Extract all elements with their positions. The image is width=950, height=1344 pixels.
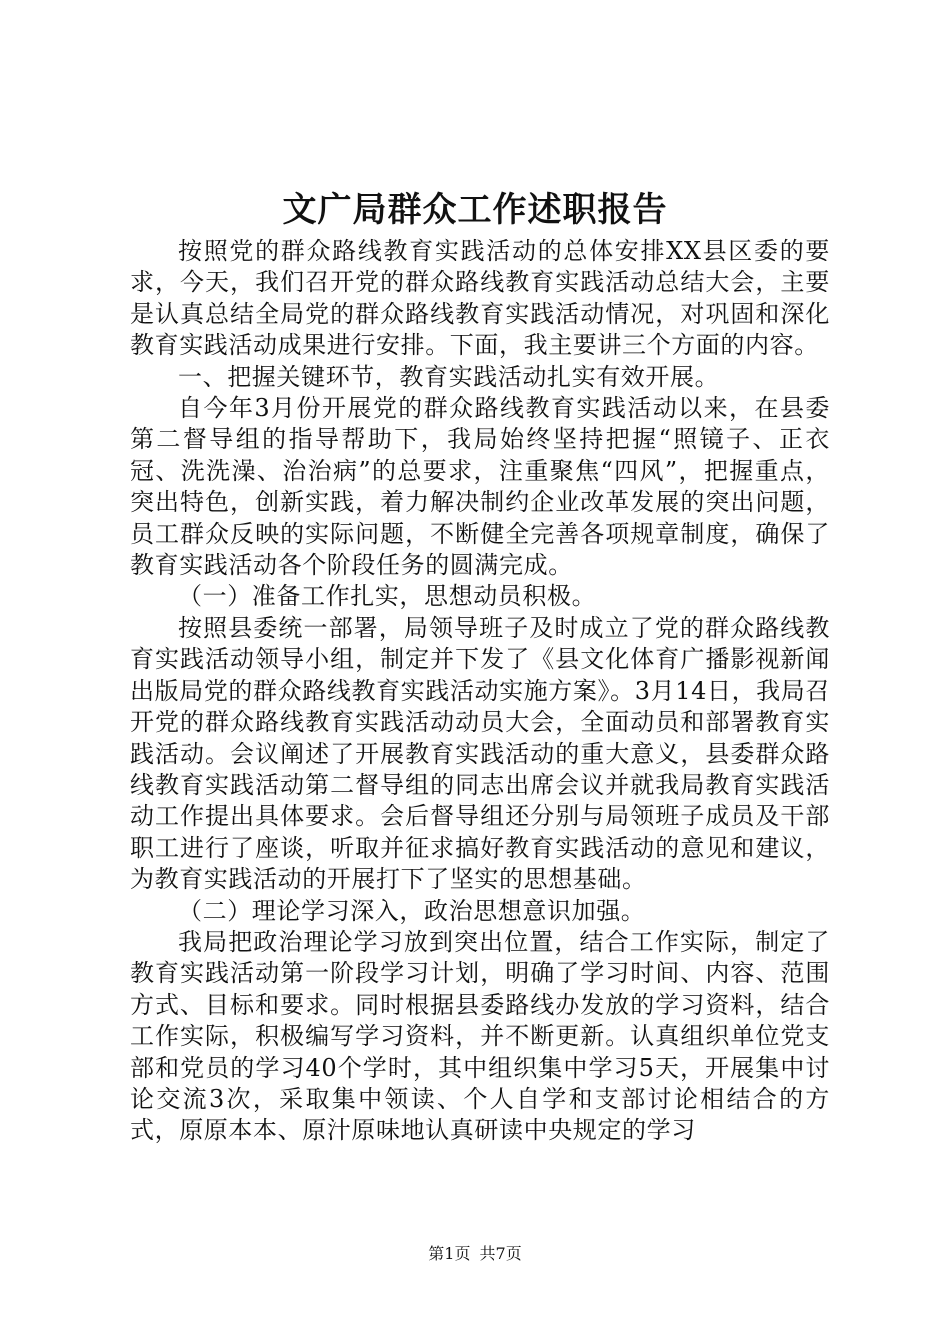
paragraph-section-1: 自今年3月份开展党的群众路线教育实践活动以来，在县委第二督导组的指导帮助下，我局始终坚持把握“照镜子、正衣冠、洗洗澡、治治病”的总要求，注重聚焦“四风”，把握重点，突出特色，创新实践，着力解决制约企业改革发展的突出问题，员工群众反映的实际问题，不断健全完善各项规章制度，确保了教育实践活动各个阶段任务的圆满完成。 xyxy=(130,394,830,580)
document-body xyxy=(130,236,830,1147)
subsection-heading-2: （二）理论学习深入，政治思想意识加强。 xyxy=(178,896,646,925)
page-footer xyxy=(0,1243,950,1265)
paragraph-intro: 按照党的群众路线教育实践活动的总体安排XX县区委的要求，今天，我们召开党的群众路线教育实践活动总结大会，主要是认真总结全局党的群众路线教育实践活动情况，对巩固和深化教育实践活动成果进行安排。下面，我主要讲三个方面的内容。 xyxy=(130,237,830,360)
paragraph-subsection-1: 按照县委统一部署，局领导班子及时成立了党的群众路线教育实践活动领导小组，制定并下发了《县文化体育广播影视新闻出版局党的群众路线教育实践活动实施方案》。3月14日，我局召开党的群众路线教育实践活动动员大会，全面动员和部署教育实践活动。会议阐述了开展教育实践活动的重大意义，县委群众路线教育实践活动第二督导组的同志出席会议并就我局教育实践活动工作提出具体要求。会后督导组还分别与局领班子成员及干部职工进行了座谈，听取并征求搞好教育实践活动的意见和建议，为教育实践活动的开展打下了坚实的思想基础。 xyxy=(130,613,830,894)
paragraph-subsection-2: 我局把政治理论学习放到突出位置，结合工作实际，制定了教育实践活动第一阶段学习计划，明确了学习时间、内容、范围方式、目标和要求。同时根据县委路线办发放的学习资料，结合工作实际，积极编写学习资料，并不断更新。认真组织单位党支部和党员的学习40个学时，其中组织集中学习5天，开展集中讨论交流3次，采取集中领读、个人自学和支部讨论相结合的方式，原原本本、原汁原味地认真研读中央规定的学习 xyxy=(130,927,830,1145)
document-title: 文广局群众工作述职报告 xyxy=(282,190,668,230)
subsection-heading-1: （一）准备工作扎实，思想动员积极。 xyxy=(178,582,597,611)
page-number: 第1页 xyxy=(428,1244,471,1263)
page-total: 共7页 xyxy=(479,1244,522,1263)
section-heading-1: 一、把握关键环节，教育实践活动扎实有效开展。 xyxy=(178,362,720,391)
